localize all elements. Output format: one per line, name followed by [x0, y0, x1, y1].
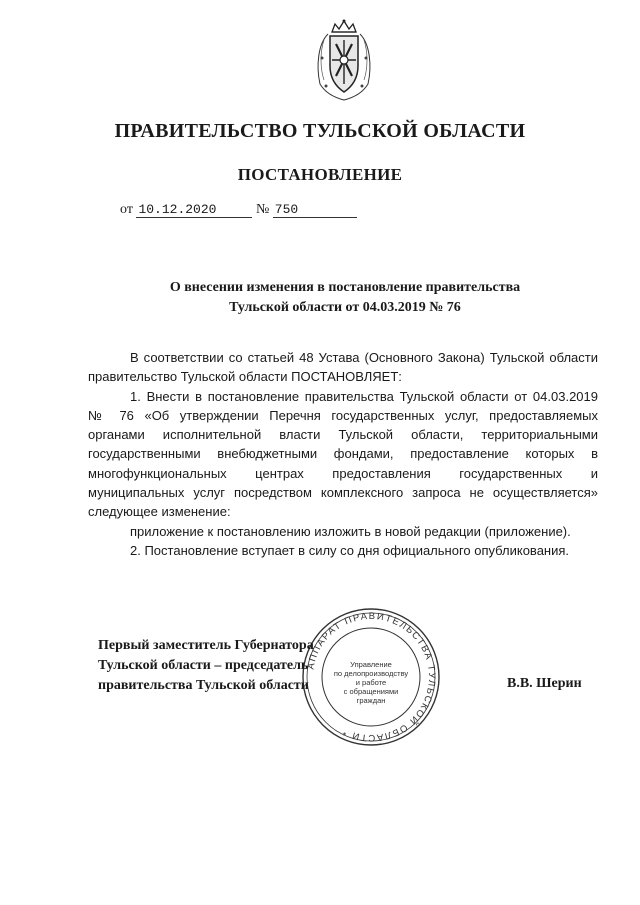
- document-subject: [0, 278, 640, 318]
- signatory-name: В.В. Шерин: [507, 676, 582, 691]
- stamp-line: Управление: [350, 660, 392, 669]
- signatory-line-2: Тульской области – председатель: [98, 658, 309, 673]
- document-body: [88, 348, 598, 560]
- signatory-position: [98, 636, 314, 696]
- body-paragraph-item-2: 2. Постановление вступает в силу со дня официального опубликования.: [130, 542, 570, 558]
- document-type: ПОСТАНОВЛЕНИЕ: [237, 165, 403, 184]
- body-paragraph-item-1: 1. Внести в постановление правительства Тульской области от 04.03.2019 № 76 «Об утверждении Перечня государственных услуг, предоставляемых органами исполнительной власти Тульской области, территориальными государственными внебюджетными фондами, предоставление которых в многофункциональных центрах предоставления государственных и муниципальных услуг посредством комплексного запроса не осуществляется» следующее изменение:: [88, 388, 598, 520]
- stamp-inner-text: [320, 660, 422, 705]
- stamp-line: и работе: [355, 678, 387, 687]
- subject-line-2: Тульской области от 04.03.2019 № 76: [229, 300, 461, 315]
- document-meta: [120, 202, 357, 218]
- stamp-line: с обращениями: [343, 687, 399, 696]
- date-label: от: [120, 202, 133, 217]
- svg-text:АППАРАТ ПРАВИТЕЛЬСТВА ТУЛЬСКОЙ: АППАРАТ ПРАВИТЕЛЬСТВА ТУЛЬСКОЙ ОБЛАСТИ *: [305, 610, 438, 744]
- government-title: ПРАВИТЕЛЬСТВО ТУЛЬСКОЙ ОБЛАСТИ: [114, 120, 526, 142]
- stamp-line: граждан: [356, 696, 386, 705]
- document-number: 750: [273, 202, 357, 218]
- subject-line-1: О внесении изменения в постановление правительства: [169, 280, 521, 295]
- body-paragraph-preamble: В соответствии со статьей 48 Устава (Основного Закона) Тульской области правительство Тульской области ПОСТАНОВЛЯЕТ:: [88, 350, 598, 385]
- signatory-line-1: Первый заместитель Губернатора: [98, 638, 314, 653]
- body-paragraph-amendment: приложение к постановлению изложить в новой редакции (приложение).: [130, 523, 571, 539]
- signatory-line-3: правительства Тульской области: [98, 678, 309, 693]
- stamp-line: по делопроизводству: [333, 669, 409, 678]
- number-label: №: [255, 202, 270, 217]
- document-date: 10.12.2020: [136, 202, 252, 218]
- coat-of-arms-icon: [308, 18, 380, 102]
